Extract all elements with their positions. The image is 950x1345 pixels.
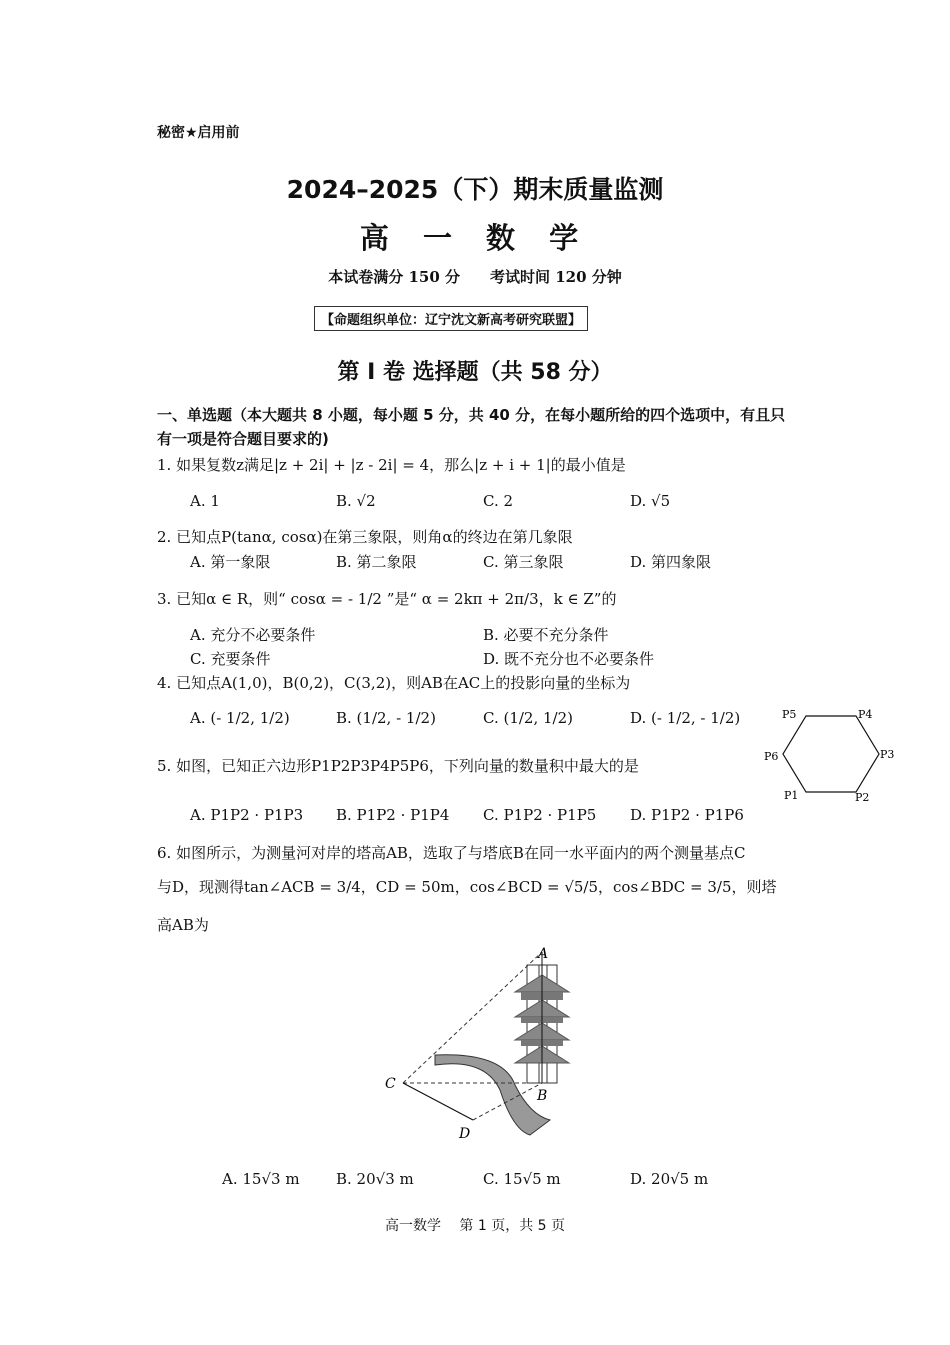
question-4-option-c: C. (1/2, 1/2) bbox=[483, 709, 573, 727]
confidential-mark: 秘密★启用前 bbox=[157, 125, 240, 141]
question-2-option-a: A. 第一象限 bbox=[190, 553, 271, 571]
question-5-option-b: B. P1P2 · P1P4 bbox=[336, 806, 450, 824]
question-5-stem: 5. 如图，已知正六边形P1P2P3P4P5P6，下列向量的数量积中最大的是 bbox=[157, 757, 639, 775]
question-6-option-c: C. 15√5 m bbox=[483, 1170, 561, 1188]
question-1-option-a: A. 1 bbox=[190, 492, 220, 510]
section-heading-line1: 一、单选题（本大题共 8 小题，每小题 5 分，共 40 分，在每小题所给的四个选项中，有且只 bbox=[157, 406, 786, 424]
hexagon-label-p6: P6 bbox=[764, 750, 779, 763]
question-5-option-a: A. P1P2 · P1P3 bbox=[190, 806, 304, 824]
question-2-option-b: B. 第二象限 bbox=[336, 553, 417, 571]
hexagon-label-p3: P3 bbox=[880, 748, 895, 761]
question-6-stem-line3: 高AB为 bbox=[157, 916, 209, 934]
tower-label-d: D bbox=[459, 1126, 471, 1142]
question-4-option-b: B. (1/2, - 1/2) bbox=[336, 709, 436, 727]
question-3-option-c: C. 充要条件 bbox=[190, 650, 271, 668]
exam-info: 本试卷满分 150 分 考试时间 120 分钟 bbox=[328, 268, 622, 286]
organizer-box: 【命题组织单位：辽宁沈文新高考研究联盟】 bbox=[314, 306, 588, 331]
tower-figure bbox=[375, 940, 605, 1150]
question-3-option-b: B. 必要不充分条件 bbox=[483, 626, 609, 644]
tower-label-a: A bbox=[538, 946, 549, 962]
question-6-option-a: A. 15√3 m bbox=[222, 1170, 300, 1188]
question-3-stem: 3. 已知α ∈ R，则“ cosα = - 1/2 ”是“ α = 2kπ + 2π/3，k ∈ Z”的 bbox=[157, 590, 617, 608]
page-footer: 高一数学 第 1 页，共 5 页 bbox=[384, 1218, 566, 1234]
question-2-option-d: D. 第四象限 bbox=[630, 553, 712, 571]
question-3-option-d: D. 既不充分也不必要条件 bbox=[483, 650, 655, 668]
tower-label-c: C bbox=[385, 1076, 396, 1092]
question-1-option-c: C. 2 bbox=[483, 492, 514, 510]
question-5-option-d: D. P1P2 · P1P6 bbox=[630, 806, 744, 824]
section-heading-line2: 有一项是符合题目要求的) bbox=[157, 430, 329, 448]
question-1-option-b: B. √2 bbox=[336, 492, 376, 510]
question-5-option-c: C. P1P2 · P1P5 bbox=[483, 806, 597, 824]
question-3-option-a: A. 充分不必要条件 bbox=[190, 626, 316, 644]
exam-title: 2024–2025（下）期末质量监测 bbox=[286, 175, 664, 204]
subject-title: 高 一 数 学 bbox=[359, 221, 591, 255]
question-4-option-d: D. (- 1/2, - 1/2) bbox=[630, 709, 741, 727]
part-title: 第 I 卷 选择题（共 58 分） bbox=[337, 360, 613, 385]
hexagon-label-p1: P1 bbox=[784, 789, 799, 802]
question-4-option-a: A. (- 1/2, 1/2) bbox=[190, 709, 290, 727]
hexagon-shape bbox=[783, 716, 879, 792]
hexagon-label-p2: P2 bbox=[855, 791, 870, 804]
hexagon-label-p5: P5 bbox=[782, 708, 797, 721]
hexagon-label-p4: P4 bbox=[858, 708, 873, 721]
line-cd bbox=[403, 1083, 473, 1120]
question-2-stem: 2. 已知点P(tanα, cosα)在第三象限，则角α的终边在第几象限 bbox=[157, 528, 573, 546]
question-6-option-d: D. 20√5 m bbox=[630, 1170, 709, 1188]
tower-label-b: B bbox=[537, 1088, 548, 1104]
river-shape bbox=[435, 1055, 550, 1135]
question-6-option-b: B. 20√3 m bbox=[336, 1170, 414, 1188]
hexagon-figure bbox=[760, 700, 900, 810]
question-1-stem: 1. 如果复数z满足|z + 2i| + |z - 2i| = 4，那么|z + i + 1|的最小值是 bbox=[157, 456, 626, 474]
question-1-option-d: D. √5 bbox=[630, 492, 671, 510]
question-2-option-c: C. 第三象限 bbox=[483, 553, 564, 571]
question-4-stem: 4. 已知点A(1,0)，B(0,2)，C(3,2)，则AB在AC上的投影向量的坐标为 bbox=[157, 674, 631, 692]
question-6-stem-line1: 6. 如图所示，为测量河对岸的塔高AB，选取了与塔底B在同一水平面内的两个测量基点C bbox=[157, 844, 746, 862]
question-6-stem-line2: 与D，现测得tan∠ACB = 3/4，CD = 50m，cos∠BCD = √5/5，cos∠BDC = 3/5，则塔 bbox=[157, 878, 777, 896]
